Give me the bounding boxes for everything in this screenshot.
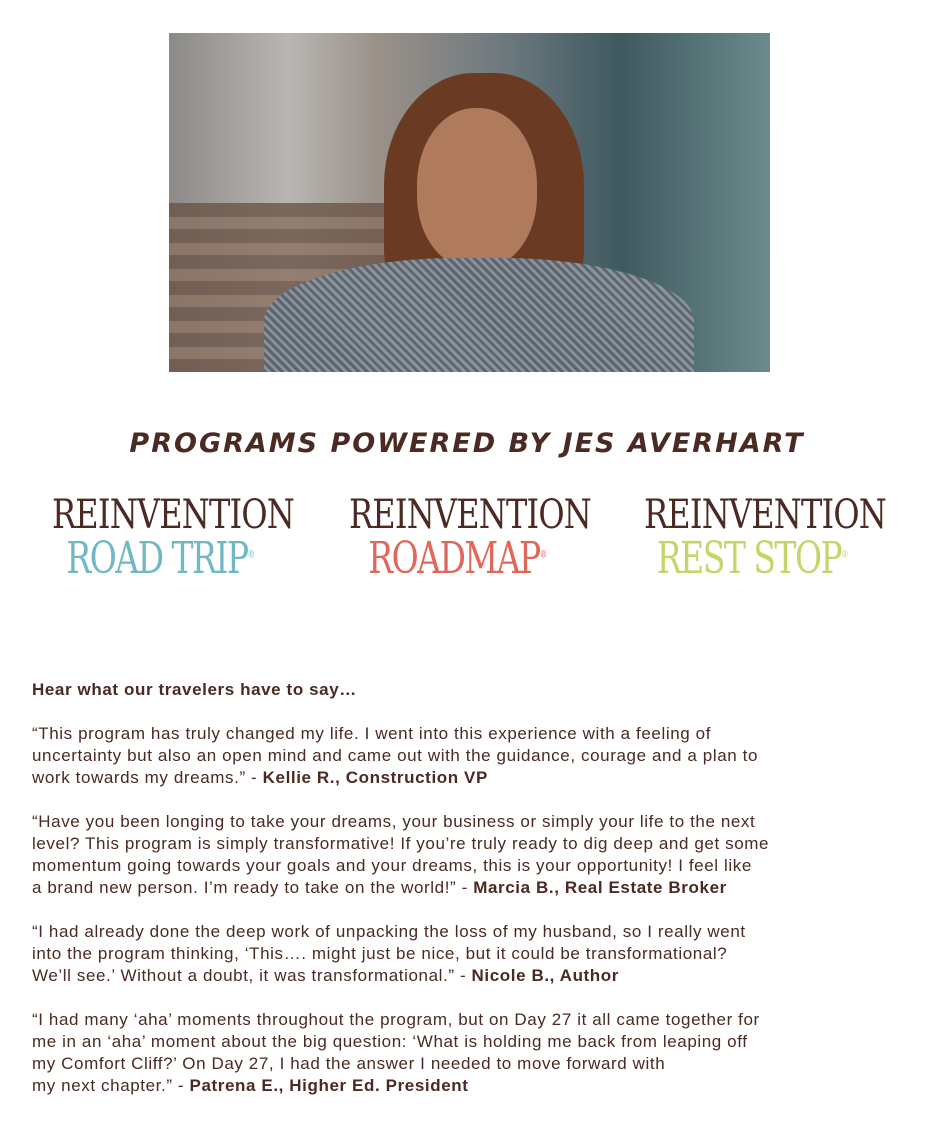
quote-text: We’ll see.’ Without a doubt, it was transformational.” - xyxy=(32,966,472,985)
logo-bottom-text xyxy=(651,533,854,584)
quote-text: “This program has truly changed my life. I went into this experience with a feeling of xyxy=(32,724,712,743)
quote-text: momentum going towards your goals and your dreams, this is your opportunity! I feel like xyxy=(32,856,752,875)
photo-sweater xyxy=(264,258,694,372)
quote-text: work towards my dreams.” - xyxy=(32,768,263,787)
program-logo[interactable] xyxy=(617,492,887,584)
testimonial-line xyxy=(32,921,912,943)
quote-text: level? This program is simply transformative! If you’re truly ready to dig deep and get some xyxy=(32,834,770,853)
registered-mark: ® xyxy=(841,549,848,561)
testimonial-author: Kellie R., Construction VP xyxy=(262,768,488,787)
registered-mark: ® xyxy=(247,549,254,561)
logo-program-name: ROADMAP xyxy=(368,533,540,584)
testimonial xyxy=(32,811,912,899)
testimonial-line xyxy=(32,767,912,789)
testimonial-author: Nicole B., Author xyxy=(471,966,619,985)
photo-face xyxy=(417,108,537,268)
logo-program-name: REST STOP xyxy=(656,533,842,584)
testimonial-line xyxy=(32,1009,912,1031)
testimonial-line xyxy=(32,1031,912,1053)
testimonial-line xyxy=(32,723,912,745)
testimonial-line xyxy=(32,745,912,767)
testimonial-line xyxy=(32,811,912,833)
testimonial-author: Patrena E., Higher Ed. President xyxy=(189,1076,469,1095)
quote-text: “I had already done the deep work of unpacking the loss of my husband, so I really went xyxy=(32,922,746,941)
testimonial xyxy=(32,1009,912,1097)
quote-text: into the program thinking, ‘This…. might just be nice, but it could be transformational? xyxy=(32,944,728,963)
testimonial-author: Marcia B., Real Estate Broker xyxy=(473,878,727,897)
testimonials-section xyxy=(32,679,912,1119)
quote-text: me in an ‘aha’ moment about the big question: ‘What is holding me back from leaping off xyxy=(32,1032,748,1051)
testimonial-line xyxy=(32,1075,912,1097)
testimonial-line xyxy=(32,943,912,965)
testimonial-line xyxy=(32,855,912,877)
quote-text: “Have you been longing to take your dreams, your business or simply your life to the next xyxy=(32,812,756,831)
quote-text: a brand new person. I’m ready to take on the world!” - xyxy=(32,878,474,897)
testimonial-line xyxy=(32,1053,912,1075)
program-logo[interactable] xyxy=(25,492,295,584)
logo-top-text: REINVENTION xyxy=(644,492,886,538)
logo-program-name: ROAD TRIP xyxy=(66,533,248,584)
quote-text: my next chapter.” - xyxy=(32,1076,190,1095)
programs-heading: PROGRAMS POWERED BY JES AVERHART xyxy=(129,428,805,459)
testimonial-line xyxy=(32,877,912,899)
program-logo[interactable] xyxy=(322,492,592,584)
logo-top-text: REINVENTION xyxy=(349,492,591,538)
hero-photo xyxy=(169,33,770,372)
logo-bottom-text xyxy=(356,533,559,584)
quote-text: my Comfort Cliff?’ On Day 27, I had the answer I needed to move forward with xyxy=(32,1054,666,1073)
testimonial-line xyxy=(32,965,912,987)
testimonial xyxy=(32,921,912,987)
logo-top-text: REINVENTION xyxy=(52,492,294,538)
quote-text: “I had many ‘aha’ moments throughout the program, but on Day 27 it all came together for xyxy=(32,1010,760,1029)
testimonials-title: Hear what our travelers have to say… xyxy=(32,680,357,699)
registered-mark: ® xyxy=(539,549,546,561)
logo-bottom-text xyxy=(59,533,262,584)
quote-text: uncertainty but also an open mind and came out with the guidance, courage and a plan to xyxy=(32,746,759,765)
testimonial xyxy=(32,723,912,789)
testimonial-line xyxy=(32,833,912,855)
